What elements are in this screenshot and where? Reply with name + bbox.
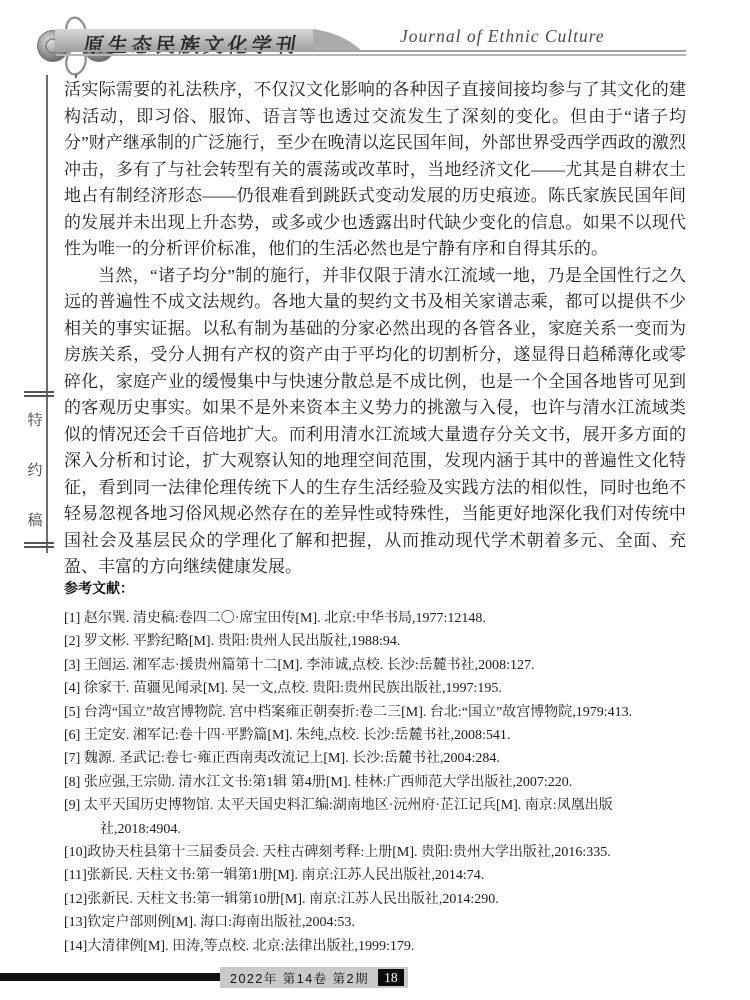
header-double-rule <box>56 50 686 56</box>
reference-item: [13]钦定户部则例[M]. 海口:海南出版社,2004:53. <box>64 915 355 931</box>
footer-rule-bar <box>0 973 220 981</box>
sidebar-tick-bottom <box>24 542 54 548</box>
journal-title-en: Journal of Ethnic Culture <box>400 26 605 46</box>
reference-item: [4] 徐家干. 苗疆见闻录[M]. 吴一文,点校. 贵阳:贵州民族出版社,1997:195. <box>64 681 502 697</box>
journal-title-zh: 原生态民族文化学刊 <box>82 35 302 57</box>
reference-item: [11]张新民. 天柱文书:第一辑第1册[M]. 南京:江苏人民出版社,2014:74. <box>64 868 485 884</box>
reference-item: [10]政协天柱县第十三届委员会. 天柱古碑刻考释:上册[M]. 贵阳:贵州大学出版社,2016:335. <box>64 845 611 861</box>
reference-item: [1] 赵尔巽. 清史稿:卷四二〇·席宝田传[M]. 北京:中华书局,1977:12148. <box>64 611 486 626</box>
body-paragraph: 活实际需要的礼法秩序，不仅汉文化影响的各种因子直接间接均参与了其文化的建构活动，即习俗、服饰、语言等也透过交流发生了深刻的变化。但由于“诸子均分”财产继承制的广泛施行，至少在晚清以迄民国年间，外部世界受西学西政的激烈冲击，多有了与社会转型有关的震荡或改革时，当地经济文化——尤其是自耕农土地占有制经济形态——仍很难看到跳跃式变动发展的历史痕迹。陈氏家族民国年间的发展并未出现上升态势，或多或少也透露出时代缺少变化的信息。如果不以现代性为唯一的分析评价标准，他们的生活必然也是宁静有序和自得其乐的。 <box>64 80 686 258</box>
section-label-char: 特 <box>27 413 43 429</box>
sidebar-tick-top <box>24 391 54 397</box>
footer <box>220 967 408 988</box>
reference-item: [8] 张应强,王宗勋. 清水江文书:第1辑 第4册[M]. 桂林:广西师范大学出版社,2007:220. <box>64 774 573 790</box>
reference-item: [2] 罗文彬. 平黔纪略[M]. 贵阳:贵州人民出版社,1988:94. <box>64 634 401 650</box>
body-paragraph: 当然，“诸子均分”制的施行，并非仅限于清水江流域一地，乃是全国性行之久远的普遍性不成文法规约。各地大量的契约文书及相关家谱志乘，都可以提供不少相关的事实证据。以私有制为基础的分家必然出现的各管各业，家庭关系一变而为房族关系，受分人拥有产权的资产由于平均化的切割析分，遂显得日趋稀薄化或零碎化，家庭产业的缓慢集中与快速分散总是不成比例，也是一个全国各地皆可见到的客观历史事实。如果不是外来资本主义势力的挑激与入侵，也许与清水江流域类似的情况还会千百倍地扩大。而利用清水江流域大量遗存分关文书，展开多方面的深入分析和讨论，扩大观察认知的地理空间范围，发现内涵于其中的普遍性文化特征，看到同一法律伦理传统下人的生存生活经验及实践方法的相似性，同时也绝不轻易忽视各地习俗风规必然存在的差异性或特殊性，当能更好地深化我们对传统中国社会及基层民众的学理化了解和把握，从而推动现代学术朝着多元、全面、充盈、丰富的方向继续健康发展。 <box>64 265 686 576</box>
reference-item: [7] 魏源. 圣武记:卷七·雍正西南夷改流记上[M]. 长沙:岳麓书社,2004:284. <box>64 751 500 767</box>
reference-item: [12]张新民. 天柱文书:第一辑第10册[M]. 南京:江苏人民出版社,2014:290. <box>64 891 499 907</box>
footer-page-number: 18 <box>378 969 404 986</box>
sidebar-vertical-rule <box>46 75 48 553</box>
reference-item: [6] 王定安. 湘军记:卷十四·平黔篇[M]. 朱纯,点校. 长沙:岳麓书社,2008:541. <box>64 728 511 744</box>
references-list <box>64 607 688 958</box>
section-label-char: 稿 <box>27 513 43 529</box>
reference-item: [5] 台湾“国立”故宫博物院. 宫中档案雍正朝奏折:卷二三[M]. 台北:“国立”故宫博物院,1979:413. <box>64 704 633 720</box>
references-heading: 参考文献： <box>64 580 134 596</box>
section-label-char: 约 <box>27 463 43 479</box>
footer-issue-info: 2022年 第14卷 第2期 <box>230 971 370 986</box>
reference-item: [14]大清律例[M]. 田涛,等点校. 北京:法律出版社,1999:179. <box>64 938 415 954</box>
article-body <box>64 77 686 581</box>
reference-item: [9] 太平天国历史博物馆. 太平天国史料汇编:湖南地区·沅州府·芷江记兵[M]. 南京:凤凰出版社,2018:4904. <box>64 798 613 837</box>
reference-item: [3] 王闿运. 湘军志·援贵州篇第十二[M]. 李沛诚,点校. 长沙:岳麓书社,2008:127. <box>64 657 535 673</box>
